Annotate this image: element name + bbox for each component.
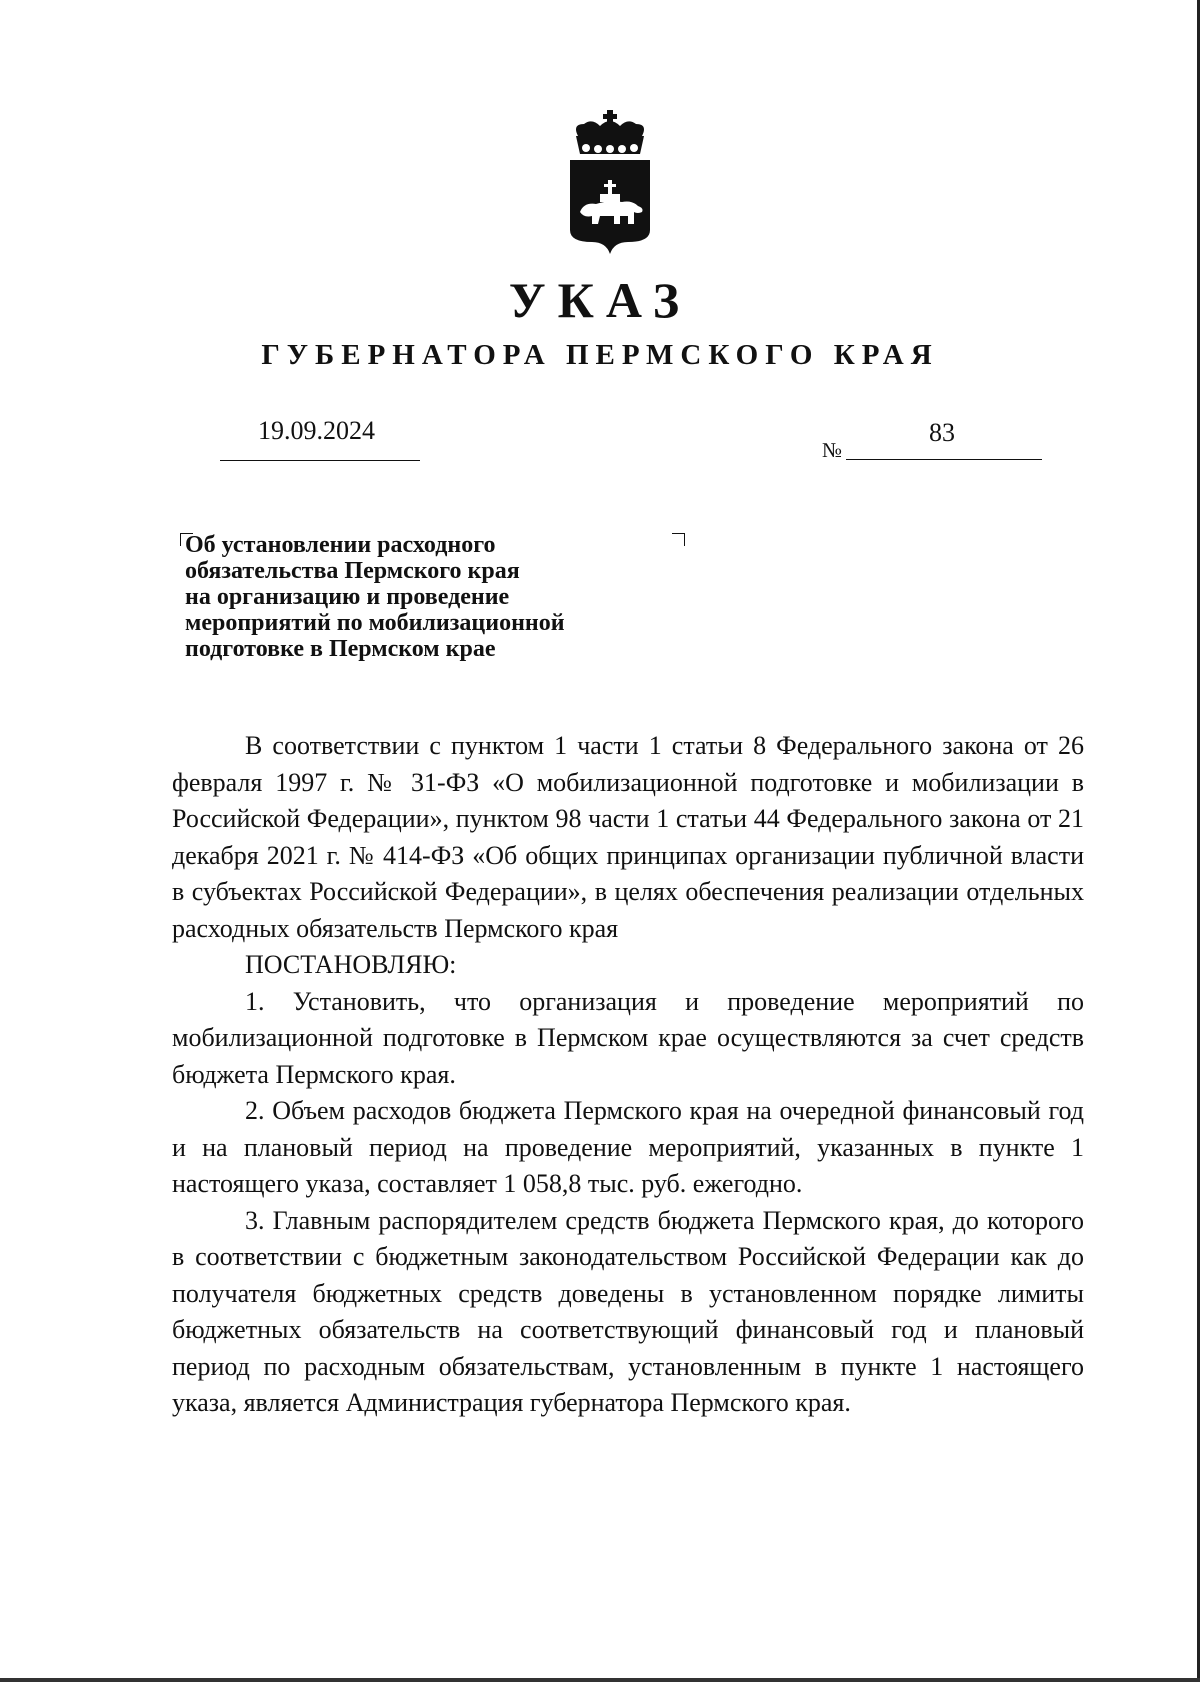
scan-edge [0, 1678, 1200, 1682]
document-body [172, 728, 1084, 1422]
subject-line: мероприятий по мобилизационной [185, 610, 565, 636]
clause-paragraph: 3. Главным распорядителем средств бюджета Пермского края, до которого в соответствии с бюджетным законодательством Российской Федерации как до получателя бюджетных средств доведены в установленном порядке лимиты бюджетных обязательств на соответствующий финансовый год и плановый период по расходным обязательствам, установленным в пункте 1 настоящего указа, является Администрация губернатора Пермского края. [172, 1205, 1084, 1417]
preamble-paragraph: В соответствии с пунктом 1 части 1 статьи 8 Федерального закона от 26 февраля 1997 г. № 31-ФЗ «О мобилизационной подготовке и мобилизации в Российской Федерации», пунктом 98 части 1 статьи 44 Федерального закона от 21 декабря 2021 г. № 414-ФЗ «Об общих принципах организации публичной власти в субъектах Российской Федерации», в целях обеспечения реализации отдельных расходных обязательств Пермского края [172, 731, 1084, 943]
date-underline [220, 460, 420, 461]
clause-paragraph: 2. Объем расходов бюджета Пермского края на очередной финансовый год и на плановый период на проведение мероприятий, указанных в пункте 1 настоящего указа, составляет 1 058,8 тыс. руб. ежегодно. [172, 1096, 1084, 1198]
number-underline [846, 459, 1042, 460]
document-number: 83 [929, 418, 955, 447]
clause-paragraph: 1. Установить, что организация и проведение мероприятий по мобилизационной подготовке в Пермском крае осуществляются за счет средств бюджета Пермского края. [172, 986, 1084, 1089]
document-subtitle: ГУБЕРНАТОРА ПЕРМСКОГО КРАЯ [261, 339, 939, 371]
document-subject [185, 532, 705, 662]
subject-line: Об установлении расходного [185, 532, 496, 558]
number-sign: № [822, 438, 843, 462]
document-date: 19.09.2024 [258, 416, 375, 445]
decree-word: ПОСТАНОВЛЯЮ: [245, 950, 457, 979]
document-title: УКАЗ [508, 272, 692, 328]
subject-line: обязательства Пермского края [185, 558, 520, 584]
subject-line: на организацию и проведение [185, 584, 510, 610]
perm-krai-coat-of-arms-icon [562, 108, 658, 258]
subject-line: подготовке в Пермском крае [185, 636, 496, 662]
